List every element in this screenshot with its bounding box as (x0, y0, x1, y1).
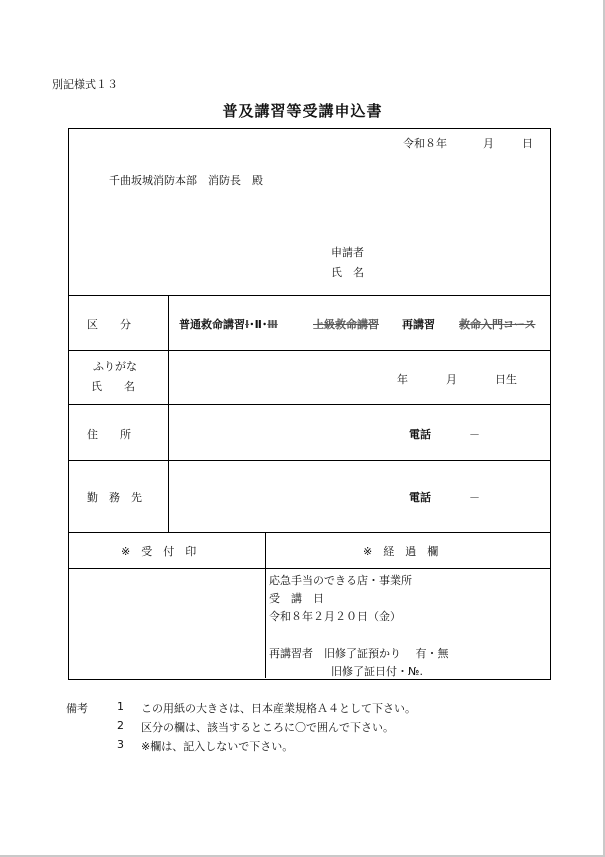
label-column-divider (168, 295, 169, 532)
category-retake[interactable]: 再講習 (402, 318, 435, 331)
notes-label: 備考 (66, 702, 88, 715)
date-day-label: 日 (522, 137, 533, 150)
birth-month-label: 月 (446, 373, 457, 386)
note-number: 1 (117, 700, 124, 713)
row-divider (69, 350, 550, 351)
application-form-table (68, 128, 551, 680)
workplace-phone-dash: － (469, 491, 480, 504)
furigana-label: ふりがな (93, 360, 137, 373)
category-basic-prefix: 普通救命講習 (179, 318, 245, 331)
category-basic-i: Ⅰ (245, 318, 250, 331)
category-basic-iii: Ⅲ (267, 318, 278, 331)
category-label: 区 分 (87, 318, 131, 331)
addressee: 千曲坂城消防本部 消防長 殿 (109, 174, 263, 187)
applicant-name-label: 氏 名 (331, 266, 364, 279)
address-phone-label: 電話 (409, 428, 431, 441)
note-number: 2 (117, 719, 124, 732)
shop-line: 応急手当のできる店・事業所 (269, 574, 412, 587)
date-month-label: 月 (483, 137, 494, 150)
category-intro[interactable]: 救命入門コース (459, 318, 536, 331)
workplace-phone-label: 電話 (409, 491, 431, 504)
name-label: 氏 名 (91, 380, 135, 393)
birth-year-label: 年 (397, 373, 408, 386)
course-date: 令和８年２月２０日（金） (269, 610, 401, 623)
office-column-divider (265, 532, 266, 678)
workplace-label: 勤 務 先 (87, 491, 142, 504)
course-day-label: 受 講 日 (269, 592, 324, 605)
cert-date-line: 旧修了証日付・№. (331, 665, 423, 678)
category-advanced[interactable]: 上級救命講習 (313, 318, 379, 331)
note-text: 区分の欄は、該当するところに〇で囲んで下さい。 (141, 721, 394, 734)
note-text: ※欄は、記入しないで下さい。 (141, 740, 294, 753)
date-era: 令和８年 (403, 137, 447, 150)
row-divider (69, 295, 550, 296)
address-phone-dash: － (469, 428, 480, 441)
applicant-label: 申請者 (331, 246, 364, 259)
row-divider (69, 460, 550, 461)
note-text: この用紙の大きさは、日本産業規格Ａ４として下さい。 (141, 702, 416, 715)
row-divider (69, 568, 550, 569)
progress-label: ※ 経 過 欄 (363, 545, 439, 558)
category-basic[interactable] (179, 316, 278, 332)
row-divider (69, 532, 550, 533)
address-label: 住 所 (87, 428, 131, 441)
page-title: 普及講習等受講申込書 (222, 102, 383, 120)
birth-day-label: 日生 (495, 373, 517, 386)
row-divider (69, 404, 550, 405)
reception-stamp-label: ※ 受 付 印 (121, 545, 197, 558)
retake-line: 再講習者 旧修了証預かり 有・無 (269, 647, 449, 660)
category-basic-ii: ･Ⅱ･ (249, 318, 268, 331)
note-number: 3 (117, 738, 124, 751)
form-number: 別記様式１３ (52, 78, 118, 91)
